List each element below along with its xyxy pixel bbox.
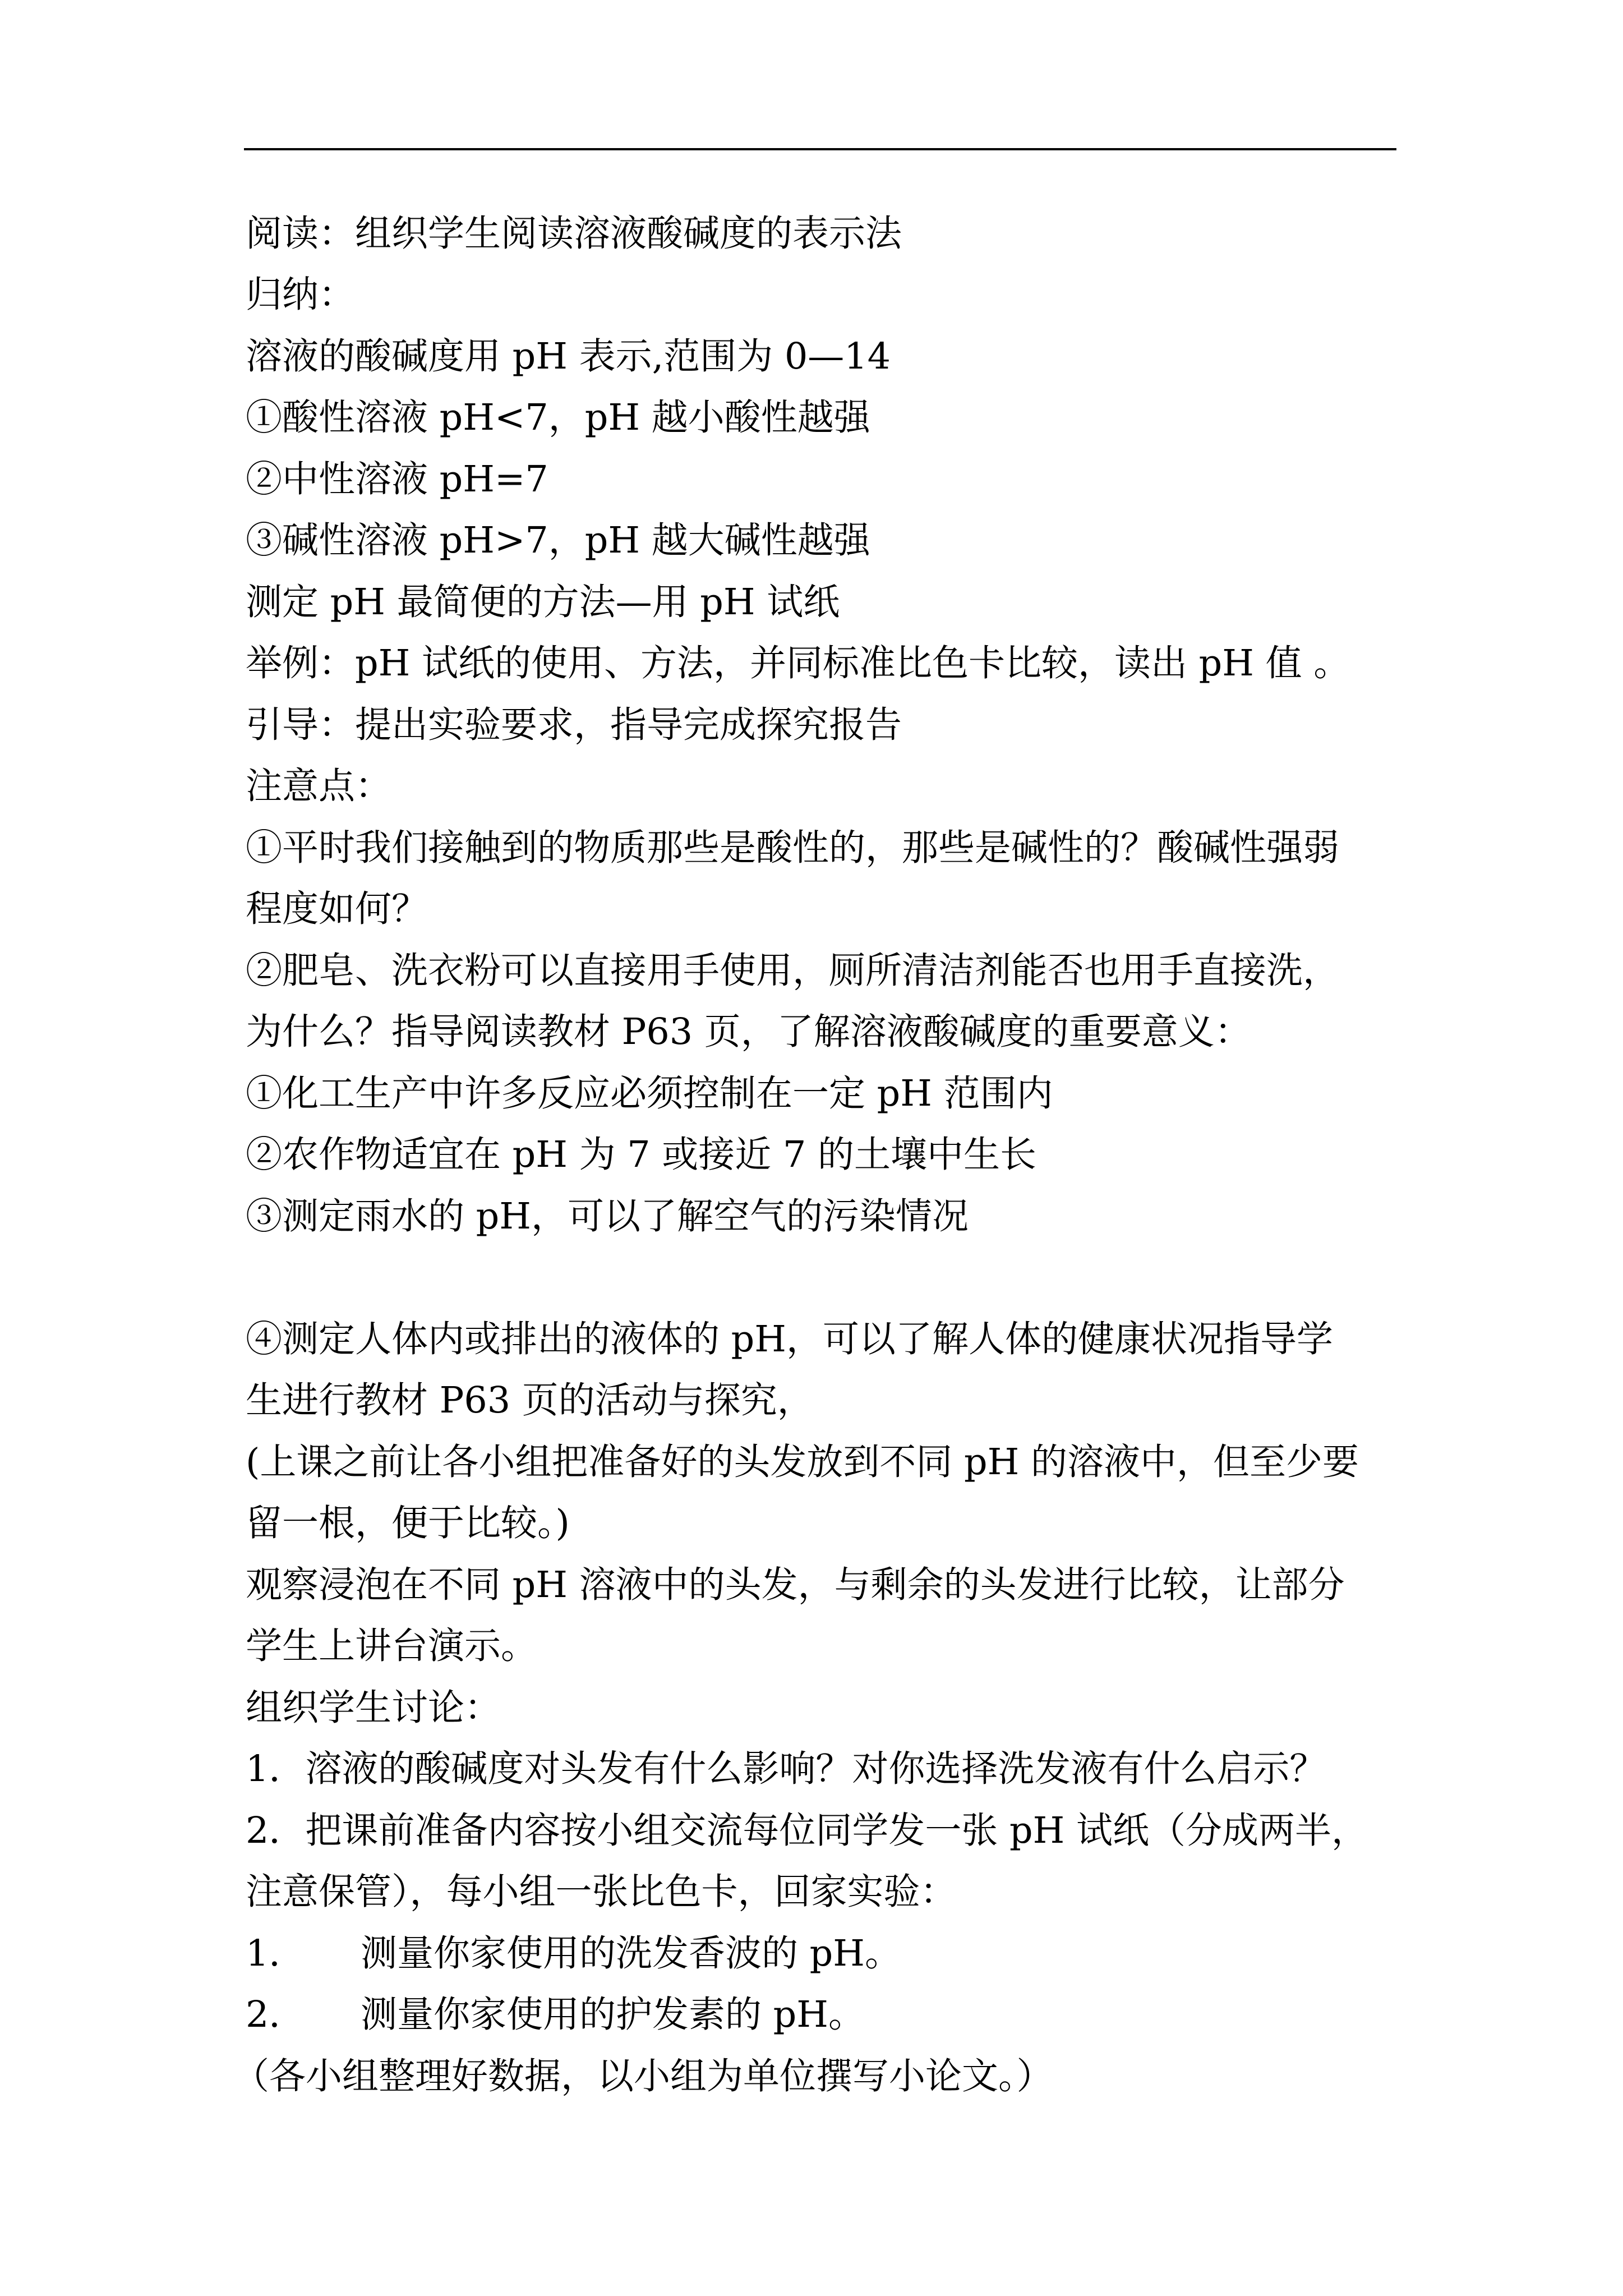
text-line: ②肥皂、洗衣粉可以直接用手使用，厕所清洁剂能否也用手直接洗， [246,950,1340,992]
text-line: 引导：提出实验要求，指导完成探究报告 [246,704,902,746]
numbered-item [246,1994,865,2036]
text-line: 为什么？指导阅读教材 P63 页，了解溶液酸碱度的重要意义： [246,1011,1251,1053]
numbered-item [246,1932,901,1975]
text-line: 溶液的酸碱度用 pH 表示,范围为 0—14 [246,335,891,378]
text-line: 归纳： [246,274,356,316]
text-line: 留一根，便于比较。) [246,1502,570,1544]
text-line: 注意保管），每小组一张比色卡，回家实验： [246,1871,957,1913]
item-number: 1． [246,1932,306,1975]
text-line: 学生上讲台演示。 [246,1625,538,1667]
text-line: ①平时我们接触到的物质那些是酸性的，那些是碱性的？酸碱性强弱 [246,827,1340,869]
text-line: ②中性溶液 pH=7 [246,458,548,500]
text-line: ③测定雨水的 pH，可以了解空气的污染情况 [246,1195,969,1237]
text-line: 2．把课前准备内容按小组交流每位同学发一张 pH 试纸（分成两半， [246,1810,1368,1852]
item-text: 测量你家使用的洗发香波的 pH。 [361,1932,901,1975]
text-line: 举例：pH 试纸的使用、方法，并同标准比色卡比较，读出 pH 值 。 [246,642,1350,684]
text-line: ②农作物适宜在 pH 为 7 或接近 7 的土壤中生长 [246,1134,1036,1176]
text-line: ③碱性溶液 pH>7，pH 越大碱性越强 [246,519,870,562]
text-line: 组织学生讨论： [246,1687,501,1729]
header-rule [244,148,1396,150]
text-line: 生进行教材 P63 页的活动与探究， [246,1379,814,1421]
text-line: (上课之前让各小组把准备好的头发放到不同 pH 的溶液中，但至少要 [246,1441,1359,1483]
text-line: ①化工生产中许多反应必须控制在一定 pH 范围内 [246,1073,1053,1115]
text-line: 观察浸泡在不同 pH 溶液中的头发，与剩余的头发进行比较，让部分 [246,1564,1345,1606]
item-text: 测量你家使用的护发素的 pH。 [361,1994,865,2036]
text-line: 程度如何？ [246,888,428,930]
text-line: （各小组整理好数据，以小组为单位撰写小论文。） [233,2055,1053,2097]
text-line: 测定 pH 最简便的方法—用 pH 试纸 [246,581,840,623]
text-line: 1．溶液的酸碱度对头发有什么影响？对你选择洗发液有什么启示？ [246,1748,1326,1790]
text-line: ④测定人体内或排出的液体的 pH，可以了解人体的健康状况指导学 [246,1318,1333,1360]
item-number: 2． [246,1994,306,2036]
text-line: 注意点： [246,765,392,807]
text-line: ①酸性溶液 pH<7，pH 越小酸性越强 [246,397,870,439]
text-line: 阅读：组织学生阅读溶液酸碱度的表示法 [246,213,902,255]
